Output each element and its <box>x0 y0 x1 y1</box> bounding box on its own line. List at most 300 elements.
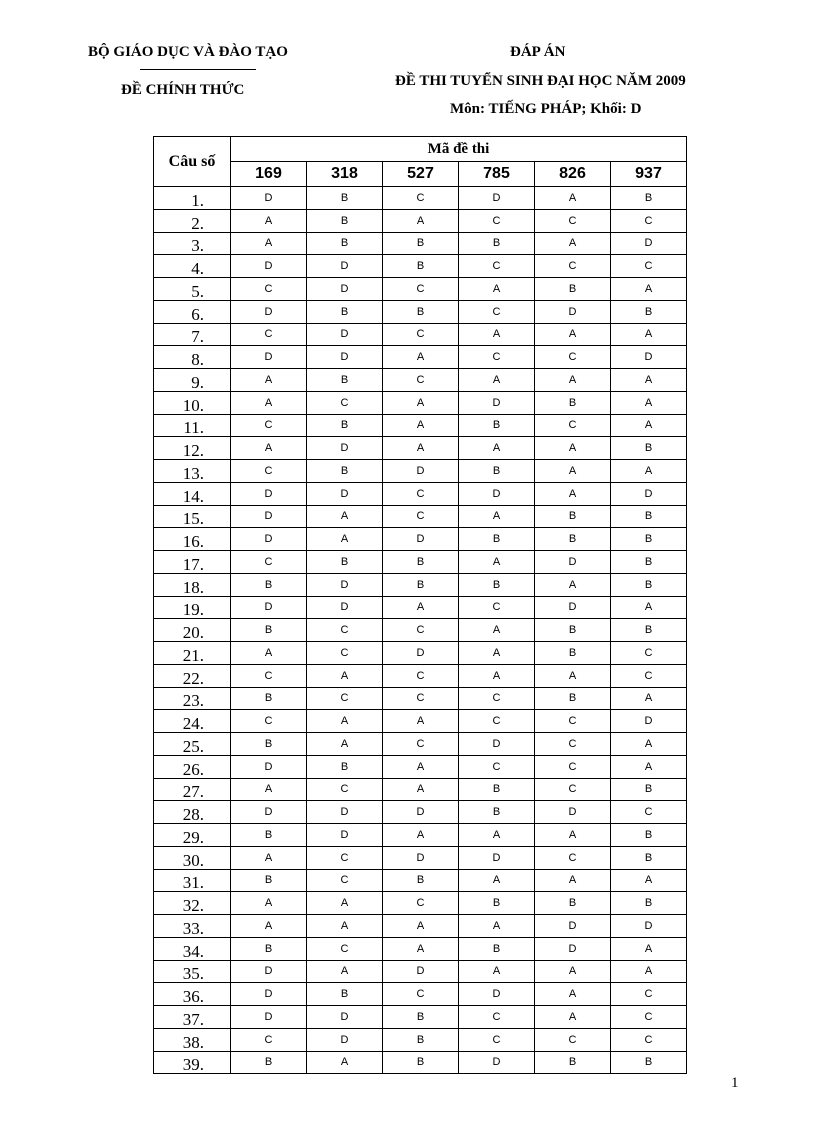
answer-cell: D <box>231 528 307 551</box>
question-number: 30. <box>154 846 231 869</box>
question-number: 27. <box>154 778 231 801</box>
answer-cell: B <box>611 437 687 460</box>
answer-cell: D <box>231 505 307 528</box>
table-row <box>154 1006 687 1029</box>
exam-code-527: 527 <box>383 162 459 187</box>
table-row <box>154 937 687 960</box>
answer-cell: A <box>383 778 459 801</box>
answer-cell: A <box>307 1051 383 1074</box>
table-row <box>154 733 687 756</box>
answer-cell: D <box>459 846 535 869</box>
table-row <box>154 710 687 733</box>
answer-cell: B <box>383 1051 459 1074</box>
answer-cell: B <box>535 619 611 642</box>
answer-cell: D <box>307 1028 383 1051</box>
answer-cell: A <box>535 482 611 505</box>
answer-cell: B <box>383 1028 459 1051</box>
answer-cell: C <box>459 255 535 278</box>
answer-cell: C <box>231 1028 307 1051</box>
answer-cell: C <box>611 983 687 1006</box>
question-number: 38. <box>154 1028 231 1051</box>
answer-cell: C <box>383 619 459 642</box>
answer-cell: A <box>383 209 459 232</box>
answer-cell: C <box>459 687 535 710</box>
answer-cell: A <box>231 391 307 414</box>
answer-cell: B <box>307 209 383 232</box>
answer-cell: D <box>535 801 611 824</box>
table-row <box>154 414 687 437</box>
question-number: 15. <box>154 505 231 528</box>
answer-cell: A <box>611 937 687 960</box>
answer-cell: D <box>231 187 307 210</box>
answer-cell: D <box>307 1006 383 1029</box>
answer-cell: A <box>383 414 459 437</box>
answer-cell: D <box>307 255 383 278</box>
answer-cell: A <box>611 414 687 437</box>
question-number: 17. <box>154 551 231 574</box>
answer-cell: B <box>231 869 307 892</box>
answer-cell: C <box>611 1028 687 1051</box>
answer-cell: B <box>611 551 687 574</box>
exam-code-826: 826 <box>535 162 611 187</box>
answer-cell: B <box>535 642 611 665</box>
answer-cell: B <box>307 460 383 483</box>
answer-cell: B <box>231 733 307 756</box>
exam-codes-row <box>154 162 687 187</box>
answer-cell: A <box>535 437 611 460</box>
answer-cell: C <box>459 300 535 323</box>
answer-cell: B <box>459 801 535 824</box>
question-number: 37. <box>154 1006 231 1029</box>
answer-cell: A <box>231 437 307 460</box>
question-number: 25. <box>154 733 231 756</box>
answer-cell: A <box>535 369 611 392</box>
answer-cell: A <box>459 869 535 892</box>
answer-cell: D <box>231 596 307 619</box>
answer-cell: B <box>307 232 383 255</box>
exam-title: ĐỀ THI TUYỂN SINH ĐẠI HỌC NĂM 2009 <box>395 73 686 89</box>
answer-cell: C <box>383 687 459 710</box>
answer-cell: B <box>459 778 535 801</box>
answer-cell: A <box>611 391 687 414</box>
answer-cell: B <box>535 892 611 915</box>
answer-cell: D <box>611 482 687 505</box>
answer-cell: D <box>459 983 535 1006</box>
answer-cell: B <box>611 892 687 915</box>
table-row <box>154 778 687 801</box>
answer-cell: A <box>231 892 307 915</box>
table-row <box>154 801 687 824</box>
table-row <box>154 187 687 210</box>
answer-cell: B <box>611 846 687 869</box>
answer-cell: A <box>611 869 687 892</box>
answer-cell: D <box>231 755 307 778</box>
question-number: 1. <box>154 187 231 210</box>
answer-cell: C <box>611 209 687 232</box>
table-row <box>154 869 687 892</box>
answer-cell: A <box>535 664 611 687</box>
answer-cell: A <box>383 755 459 778</box>
question-number: 33. <box>154 915 231 938</box>
answer-cell: A <box>231 642 307 665</box>
answer-cell: D <box>535 937 611 960</box>
answer-cell: D <box>383 801 459 824</box>
question-number: 4. <box>154 255 231 278</box>
exam-code-169: 169 <box>231 162 307 187</box>
answer-cell: D <box>307 573 383 596</box>
table-row <box>154 528 687 551</box>
answer-cell: A <box>535 960 611 983</box>
subject-line: Môn: TIẾNG PHÁP; Khối: D <box>450 101 642 117</box>
question-number: 34. <box>154 937 231 960</box>
answer-cell: A <box>611 369 687 392</box>
table-row <box>154 573 687 596</box>
answer-cell: B <box>383 300 459 323</box>
question-number: 20. <box>154 619 231 642</box>
question-number: 26. <box>154 755 231 778</box>
answer-cell: C <box>307 846 383 869</box>
exam-code-318: 318 <box>307 162 383 187</box>
answer-cell: A <box>611 278 687 301</box>
answer-cell: A <box>459 960 535 983</box>
answer-cell: B <box>383 232 459 255</box>
header-divider <box>140 69 256 70</box>
answer-cell: D <box>307 278 383 301</box>
table-row <box>154 437 687 460</box>
answer-cell: A <box>459 505 535 528</box>
answer-cell: B <box>611 573 687 596</box>
answer-cell: C <box>383 482 459 505</box>
answer-cell: D <box>383 960 459 983</box>
table-row <box>154 346 687 369</box>
official-label: ĐỀ CHÍNH THỨC <box>121 82 245 98</box>
answer-cell: B <box>231 937 307 960</box>
question-number: 23. <box>154 687 231 710</box>
answer-cell: D <box>611 232 687 255</box>
answer-cell: D <box>231 482 307 505</box>
answer-cell: A <box>231 915 307 938</box>
answer-cell: D <box>535 915 611 938</box>
answer-cell: A <box>307 960 383 983</box>
answer-cell: B <box>231 1051 307 1074</box>
answer-cell: A <box>231 209 307 232</box>
question-number: 36. <box>154 983 231 1006</box>
answer-cell: A <box>383 915 459 938</box>
question-number: 14. <box>154 482 231 505</box>
answer-cell: D <box>307 596 383 619</box>
answer-cell: C <box>535 778 611 801</box>
answer-cell: B <box>459 892 535 915</box>
answer-cell: C <box>231 278 307 301</box>
answer-cell: A <box>535 573 611 596</box>
answer-cell: C <box>535 414 611 437</box>
answer-cell: B <box>611 619 687 642</box>
answer-cell: A <box>459 369 535 392</box>
answer-cell: B <box>383 255 459 278</box>
answer-cell: D <box>611 915 687 938</box>
answer-cell: B <box>459 414 535 437</box>
answer-cell: B <box>231 687 307 710</box>
answer-cell: A <box>535 187 611 210</box>
answer-cell: A <box>611 733 687 756</box>
table-header-row <box>154 137 687 162</box>
answer-cell: D <box>459 187 535 210</box>
question-number: 13. <box>154 460 231 483</box>
answer-cell: A <box>231 846 307 869</box>
answer-cell: D <box>231 960 307 983</box>
table-row <box>154 1051 687 1074</box>
answer-cell: C <box>307 619 383 642</box>
answer-cell: B <box>611 824 687 847</box>
answer-cell: C <box>611 642 687 665</box>
answer-cell: B <box>459 460 535 483</box>
table-row <box>154 755 687 778</box>
answer-cell: B <box>535 1051 611 1074</box>
answer-cell: D <box>307 346 383 369</box>
answer-cell: B <box>231 573 307 596</box>
answer-cell: C <box>459 596 535 619</box>
answer-cell: D <box>307 482 383 505</box>
answer-cell: D <box>383 528 459 551</box>
answer-cell: B <box>535 528 611 551</box>
answer-cell: C <box>535 209 611 232</box>
table-row <box>154 915 687 938</box>
table-row <box>154 460 687 483</box>
answer-cell: C <box>611 255 687 278</box>
table-row <box>154 824 687 847</box>
answer-cell: D <box>231 801 307 824</box>
answer-cell: B <box>231 824 307 847</box>
answer-cell: C <box>383 733 459 756</box>
answer-cell: A <box>611 596 687 619</box>
answer-cell: C <box>383 187 459 210</box>
answer-cell: C <box>459 1028 535 1051</box>
answer-cell: B <box>383 869 459 892</box>
answer-cell: D <box>307 824 383 847</box>
table-row <box>154 892 687 915</box>
answer-cell: A <box>611 460 687 483</box>
answer-cell: C <box>231 551 307 574</box>
answer-cell: A <box>231 232 307 255</box>
answer-cell: D <box>535 300 611 323</box>
table-row <box>154 983 687 1006</box>
answer-cell: A <box>307 664 383 687</box>
answer-cell: B <box>231 619 307 642</box>
answer-cell: A <box>383 346 459 369</box>
answer-cell: B <box>383 551 459 574</box>
answer-cell: C <box>307 391 383 414</box>
answer-cell: C <box>383 983 459 1006</box>
answer-cell: B <box>611 187 687 210</box>
answer-cell: C <box>307 687 383 710</box>
question-number: 9. <box>154 369 231 392</box>
question-number: 5. <box>154 278 231 301</box>
answer-cell: C <box>383 505 459 528</box>
answer-cell: A <box>307 915 383 938</box>
answer-cell: B <box>535 687 611 710</box>
answer-cell: A <box>459 323 535 346</box>
answer-cell: B <box>611 1051 687 1074</box>
answer-cell: A <box>307 528 383 551</box>
answer-cell: D <box>459 1051 535 1074</box>
answer-cell: D <box>611 710 687 733</box>
answer-cell: D <box>459 391 535 414</box>
exam-code-937: 937 <box>611 162 687 187</box>
answer-cell: D <box>535 551 611 574</box>
answer-cell: A <box>535 460 611 483</box>
question-number: 7. <box>154 323 231 346</box>
answer-cell: D <box>231 1006 307 1029</box>
question-number: 22. <box>154 664 231 687</box>
answer-cell: B <box>535 391 611 414</box>
ministry-name: BỘ GIÁO DỤC VÀ ĐÀO TẠO <box>88 44 288 60</box>
question-number: 35. <box>154 960 231 983</box>
answer-cell: C <box>307 642 383 665</box>
question-number: 24. <box>154 710 231 733</box>
answer-cell: C <box>535 755 611 778</box>
answer-cell: C <box>231 460 307 483</box>
answer-cell: A <box>459 437 535 460</box>
answer-cell: D <box>307 437 383 460</box>
exam-code-785: 785 <box>459 162 535 187</box>
question-number: 32. <box>154 892 231 915</box>
answer-cell: B <box>459 528 535 551</box>
answer-cell: D <box>459 482 535 505</box>
answer-cell: B <box>383 1006 459 1029</box>
answer-cell: B <box>307 300 383 323</box>
answer-cell: C <box>231 323 307 346</box>
table-row <box>154 369 687 392</box>
answer-cell: D <box>611 346 687 369</box>
answer-cell: B <box>383 573 459 596</box>
answer-cell: A <box>383 937 459 960</box>
table-row <box>154 687 687 710</box>
answer-cell: A <box>535 323 611 346</box>
table-row <box>154 960 687 983</box>
answer-cell: A <box>383 437 459 460</box>
answer-cell: A <box>611 687 687 710</box>
table-row <box>154 323 687 346</box>
answer-cell: C <box>611 664 687 687</box>
answer-cell: A <box>535 983 611 1006</box>
question-number-header: Câu số <box>154 137 231 187</box>
answer-cell: D <box>459 733 535 756</box>
answer-cell: C <box>535 255 611 278</box>
answer-cell: A <box>611 755 687 778</box>
answer-cell: D <box>231 255 307 278</box>
question-number: 12. <box>154 437 231 460</box>
table-row <box>154 642 687 665</box>
answer-cell: B <box>307 551 383 574</box>
answer-cell: A <box>459 278 535 301</box>
answer-cell: C <box>611 1006 687 1029</box>
answer-cell: B <box>459 232 535 255</box>
answer-cell: A <box>307 505 383 528</box>
table-row <box>154 255 687 278</box>
answer-cell: A <box>231 369 307 392</box>
answer-cell: D <box>231 346 307 369</box>
answer-cell: C <box>611 801 687 824</box>
answer-cell: C <box>383 323 459 346</box>
question-number: 6. <box>154 300 231 323</box>
table-row <box>154 846 687 869</box>
question-number: 8. <box>154 346 231 369</box>
answer-cell: C <box>535 346 611 369</box>
answer-cell: B <box>611 778 687 801</box>
question-number: 29. <box>154 824 231 847</box>
table-row <box>154 619 687 642</box>
answer-cell: C <box>383 369 459 392</box>
question-number: 16. <box>154 528 231 551</box>
answer-cell: C <box>231 710 307 733</box>
table-row <box>154 1028 687 1051</box>
answer-cell: C <box>459 346 535 369</box>
answer-cell: D <box>307 801 383 824</box>
answer-cell: C <box>459 1006 535 1029</box>
answer-cell: A <box>307 710 383 733</box>
question-number: 31. <box>154 869 231 892</box>
answer-cell: C <box>535 846 611 869</box>
answer-cell: A <box>383 596 459 619</box>
answer-cell: A <box>459 642 535 665</box>
table-row <box>154 391 687 414</box>
answer-cell: A <box>611 960 687 983</box>
answer-cell: B <box>611 300 687 323</box>
answer-cell: B <box>611 528 687 551</box>
answer-cell: B <box>307 983 383 1006</box>
answer-cell: A <box>459 664 535 687</box>
answer-table <box>153 136 687 1074</box>
answer-cell: A <box>535 232 611 255</box>
answer-cell: B <box>307 414 383 437</box>
question-number: 19. <box>154 596 231 619</box>
answer-cell: D <box>231 300 307 323</box>
answer-key-title: ĐÁP ÁN <box>510 44 566 60</box>
table-row <box>154 300 687 323</box>
answer-rows <box>154 187 687 1074</box>
answer-cell: A <box>307 892 383 915</box>
page-number: 1 <box>731 1075 739 1091</box>
answer-cell: A <box>383 824 459 847</box>
question-number: 11. <box>154 414 231 437</box>
answer-cell: A <box>231 778 307 801</box>
answer-cell: C <box>307 869 383 892</box>
answer-cell: D <box>383 846 459 869</box>
answer-cell: D <box>231 983 307 1006</box>
answer-cell: B <box>307 187 383 210</box>
answer-cell: C <box>307 937 383 960</box>
table-row <box>154 482 687 505</box>
question-number: 21. <box>154 642 231 665</box>
exam-code-header: Mã đề thi <box>231 137 687 162</box>
answer-cell: A <box>611 323 687 346</box>
question-number: 2. <box>154 209 231 232</box>
question-number: 39. <box>154 1051 231 1074</box>
answer-cell: B <box>535 278 611 301</box>
answer-cell: C <box>307 778 383 801</box>
answer-cell: A <box>383 710 459 733</box>
question-number: 28. <box>154 801 231 824</box>
table-row <box>154 551 687 574</box>
answer-cell: D <box>383 460 459 483</box>
answer-cell: C <box>231 414 307 437</box>
answer-cell: A <box>459 915 535 938</box>
answer-cell: B <box>611 505 687 528</box>
question-number: 18. <box>154 573 231 596</box>
table-row <box>154 209 687 232</box>
answer-cell: A <box>535 869 611 892</box>
answer-cell: B <box>459 573 535 596</box>
